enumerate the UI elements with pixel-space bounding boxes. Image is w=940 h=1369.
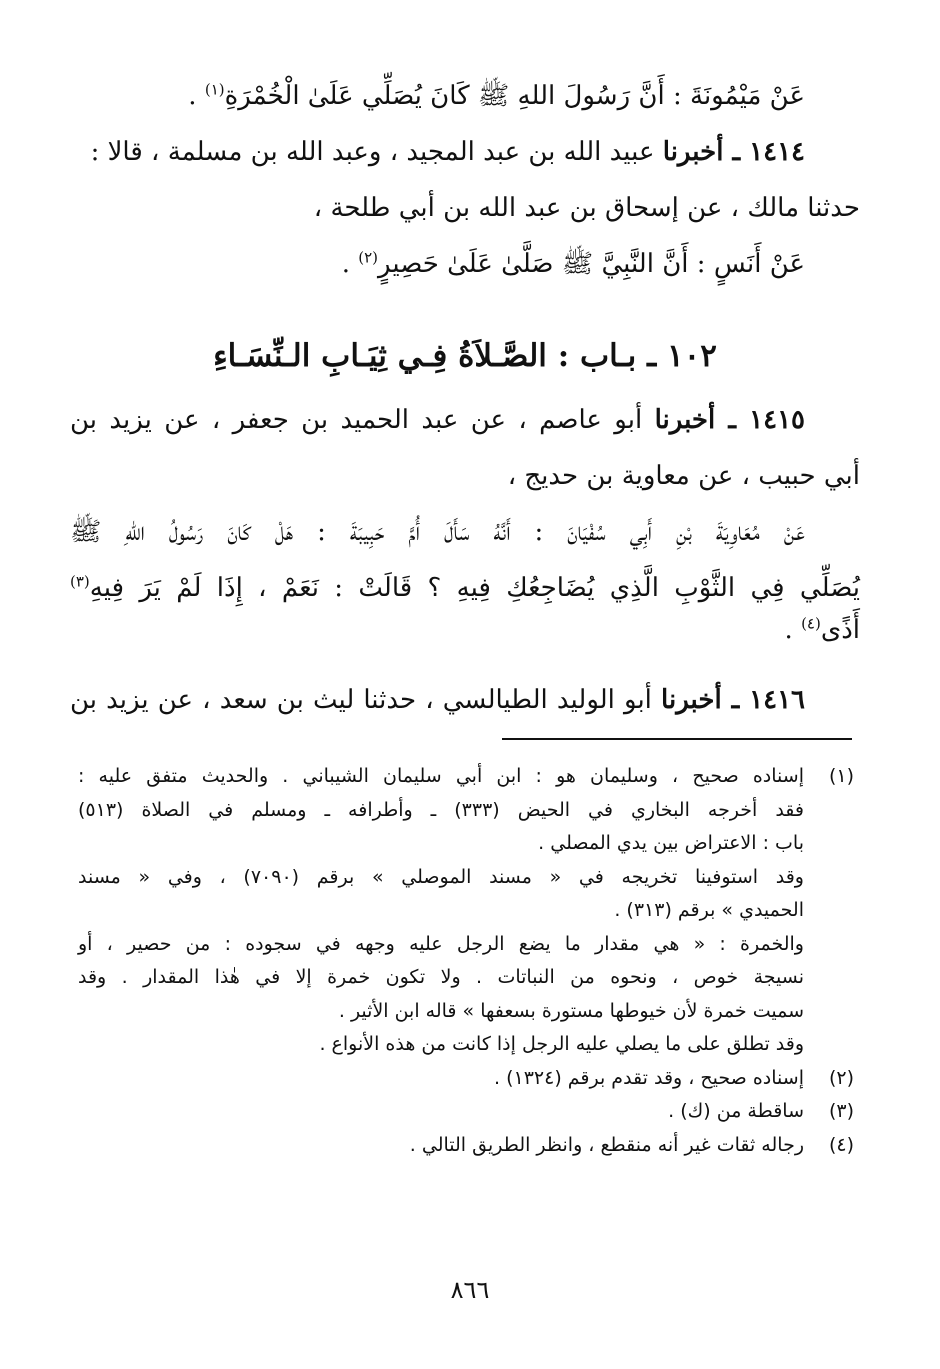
footnote-marker: (١): [204, 80, 225, 99]
page-number: ٨٦٦: [450, 1276, 490, 1304]
footnote-2: [78, 1062, 854, 1096]
hadith-number: ١٤١٤ ـ أخبرنا: [662, 137, 805, 167]
hadith-1415-line: ١٤١٥ ـ أخبرنا أبو عاصم ، عن عبد الحميد بن جعفر ، عن يزيد بن: [70, 405, 806, 435]
text-line: أبي حبيب ، عن معاوية بن حديج ،: [507, 461, 860, 491]
footnote-line: والخمرة : « هي مقدار ما يضع الرجل عليه وجهه في سجوده : من حصير ، أو: [78, 932, 804, 955]
footnote-line: سميت خمرة لأن خيوطها مستورة بسعفها » قاله ابن الأثير .: [338, 999, 804, 1022]
footnote-line: فقد أخرجه البخاري في الحيض (٣٣٣) ـ وأطرافه ـ ومسلم في الصلاة (٥١٣): [78, 798, 804, 821]
text-line: أَذًى$^{(٤)}$ .: [784, 614, 860, 645]
text-line: عَنْ أَنَسٍ : أَنَّ النَّبِيَّ ﷺ صَلَّىٰ عَلَىٰ حَصِيرٍ$^{(٢)}$ .: [341, 248, 805, 279]
footnote-number: (٤): [828, 1133, 854, 1156]
footnote-marker: (٤): [801, 614, 821, 633]
footnote-line: إسناده صحيح ، وسليمان هو : ابن أبي سليمان الشيباني . والحديث متفق عليه :: [78, 765, 804, 787]
footnotes: [78, 760, 854, 1162]
footnote-line: وقد تطلق على ما يصلي عليه الرجل إذا كانت من هذه الأنواع .: [319, 1033, 804, 1055]
hadith-number: ١٤١٦ ـ أخبرنا: [661, 685, 805, 715]
footnote-line: ساقطة من (ك) .: [668, 1100, 804, 1122]
footnote-line: إسناده صحيح ، وقد تقدم برقم (١٣٢٤) .: [493, 1066, 804, 1089]
footnote-4: [78, 1129, 854, 1163]
footnote-number: (٢): [828, 1066, 854, 1089]
text-line: يُصَلِّي فِي الثَّوْبِ الَّذِي يُضَاجِعُكِ فِيهِ ؟ قَالَتْ : نَعَمْ ، إِذَا لَمْ يَرَ فِيهِ$^{(٣)}$: [70, 572, 860, 603]
text-line: حدثنا مالك ، عن إسحاق بن عبد الله بن أبي طلحة ،: [313, 193, 860, 223]
footnote-separator: [502, 738, 852, 740]
footnote-line: رجاله ثقات غير أنه منقطع ، وانظر الطريق التالي .: [409, 1133, 804, 1156]
footnote-line: نسيجة خوص ، ونحوه من النباتات . ولا تكون خمرة إلا في هٰذا المقدار . وقد: [78, 966, 804, 988]
chapter-heading: ١٠٢ ـ بـاب : الصَّـلاَةُ فِـي ثِيَـابِ الـنِّسَـاءِ: [213, 338, 717, 374]
footnote-line: وقد استوفينا تخريجه في « مسند الموصلي » برقم (٧٠٩٠) ، وفي « مسند: [78, 865, 804, 888]
hadith-number: ١٤١٥ ـ أخبرنا: [654, 405, 806, 435]
hadith-1414-line: ١٤١٤ ـ أخبرنا عبيد الله بن عبد المجيد ، وعبد الله بن مسلمة ، قالا :: [90, 137, 805, 167]
footnote-number: (٣): [828, 1100, 854, 1122]
footnote-marker: (٢): [358, 248, 379, 267]
footnote-number: (١): [828, 765, 854, 787]
main-text: [70, 68, 860, 728]
footnote-1: [78, 760, 854, 1062]
text-line: عَنْ مَيْمُونَةَ : أَنَّ رَسُولَ اللهِ ﷺ كَانَ يُصَلِّي عَلَىٰ الْخُمْرَةِ$^{(١)}$ .: [188, 80, 805, 111]
footnote-3: [78, 1095, 854, 1129]
text-line: عَنْ مُعَاوِيَةَ بْنِ أَبِي سُفْيَانَ : أَنَّهُ سَأَلَ أُمَّ حَبِيبَةَ : هَلْ كَانَ رَسُولُ اللهِ ﷺ: [70, 517, 805, 547]
footnote-marker: (٣): [70, 572, 90, 591]
footnote-line: الحميدي » برقم (٣١٣) .: [614, 899, 804, 921]
hadith-1416-line: ١٤١٦ ـ أخبرنا أبو الوليد الطيالسي ، حدثنا ليث بن سعد ، عن يزيد بن: [70, 685, 805, 715]
footnote-line: باب : الاعتراض بين يدي المصلي .: [538, 832, 804, 854]
